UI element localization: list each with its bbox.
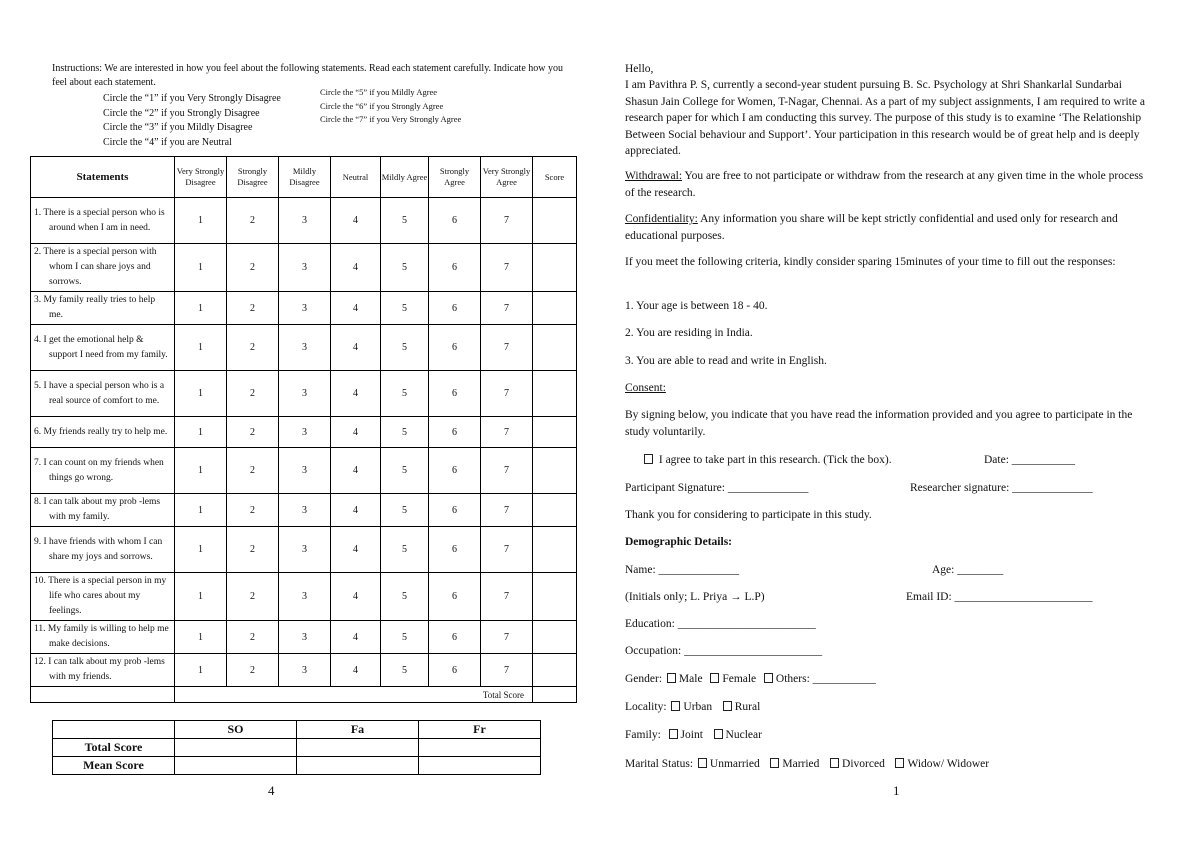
- header-score: Score: [533, 157, 577, 198]
- marital-divorced-checkbox[interactable]: [830, 758, 839, 768]
- scale-option-7[interactable]: 7: [481, 494, 533, 527]
- date-field[interactable]: Date: ___________: [984, 454, 1076, 466]
- scale-option-6[interactable]: 6: [429, 371, 481, 417]
- scale-option-6[interactable]: 6: [429, 527, 481, 573]
- gender-row: [625, 671, 876, 688]
- summary-total-fr-cell[interactable]: [419, 739, 541, 757]
- scale-option-3[interactable]: 3: [279, 198, 331, 244]
- scale-option-3[interactable]: 3: [279, 573, 331, 621]
- score-cell[interactable]: [533, 292, 577, 325]
- table-row: [31, 654, 577, 687]
- scale-option-5[interactable]: 5: [381, 448, 429, 494]
- scale-option-1[interactable]: 1: [175, 494, 227, 527]
- score-cell[interactable]: [533, 448, 577, 494]
- scale-option-3[interactable]: 3: [279, 417, 331, 448]
- score-cell[interactable]: [533, 494, 577, 527]
- scale-option-6[interactable]: 6: [429, 198, 481, 244]
- marital-unmarried-checkbox[interactable]: [698, 758, 707, 768]
- header-very-strongly-agree: Very Strongly Agree: [481, 157, 533, 198]
- summary-total-label: Total Score: [53, 739, 175, 757]
- locality-row: [625, 699, 760, 716]
- score-cell[interactable]: [533, 527, 577, 573]
- statement-text: 11. My family is willing to help me make decisions.: [31, 621, 175, 654]
- statement-text: 10. There is a special person in my life who cares about my feelings.: [31, 573, 175, 621]
- scale-option-3[interactable]: 3: [279, 654, 331, 687]
- circle-instruction-1: Circle the “1” if you Very Strongly Disagree: [103, 93, 281, 104]
- family-label: Family:: [625, 729, 661, 741]
- table-row: [31, 292, 577, 325]
- thanks-text: Thank you for considering to participate in this study.: [625, 509, 872, 521]
- scale-option-1[interactable]: 1: [175, 621, 227, 654]
- statement-text: 12. I can talk about my prob -lems with my friends.: [31, 654, 175, 687]
- table-row: [31, 371, 577, 417]
- statement-text: 8. I can talk about my prob -lems with my family.: [31, 494, 175, 527]
- scale-option-1[interactable]: 1: [175, 448, 227, 494]
- scale-option-5[interactable]: 5: [381, 371, 429, 417]
- scale-option-1[interactable]: 1: [175, 244, 227, 292]
- score-cell[interactable]: [533, 573, 577, 621]
- score-cell[interactable]: [533, 417, 577, 448]
- scale-option-2[interactable]: 2: [227, 527, 279, 573]
- scale-option-1[interactable]: 1: [175, 325, 227, 371]
- scale-option-7[interactable]: 7: [481, 573, 533, 621]
- scale-option-4[interactable]: 4: [331, 494, 381, 527]
- page-number-right: 1: [893, 783, 900, 798]
- summary-mean-so-cell[interactable]: [175, 757, 297, 775]
- scale-option-1[interactable]: 1: [175, 198, 227, 244]
- support-scale-table: [30, 156, 577, 703]
- marital-married-checkbox[interactable]: [770, 758, 779, 768]
- agree-text: I agree to take part in this research. (Tick the box).: [658, 454, 892, 466]
- circle-instruction-7: Circle the “7” if you Very Strongly Agree: [320, 114, 462, 124]
- scale-option-5[interactable]: 5: [381, 244, 429, 292]
- scale-option-3[interactable]: 3: [279, 325, 331, 371]
- education-field[interactable]: Education: ________________________: [625, 618, 816, 630]
- statement-text: 1. There is a special person who is around when I am in need.: [31, 198, 175, 244]
- scale-option-6[interactable]: 6: [429, 244, 481, 292]
- scale-option-4[interactable]: 4: [331, 417, 381, 448]
- criteria-item-3: 3. You are able to read and write in English.: [625, 355, 827, 367]
- withdrawal-paragraph: [625, 168, 1153, 201]
- statement-text: 7. I can count on my friends when things go wrong.: [31, 448, 175, 494]
- family-nuclear-label: Nuclear: [725, 729, 762, 741]
- summary-total-row: [53, 739, 541, 757]
- confidentiality-label: Confidentiality:: [625, 213, 698, 225]
- marital-divorced-label: Divorced: [842, 758, 885, 770]
- confidentiality-paragraph: [625, 211, 1153, 244]
- intro-paragraph: I am Pavithra P. S, currently a second-year student pursuing B. Sc. Psychology at Shri Shankarlal Sundarbai Shasun Jain College for Women, T-Nagar, Chennai. As a part of my subject assignments, I am required to write a research paper for which I am conducting this survey. The purpose of this study is to examine ‘The Relationship Between Social behaviour and Support’. Your participation in this research would be of great help and is deeply appreciated.: [625, 79, 1145, 157]
- statement-text: 6. My friends really try to help me.: [31, 417, 175, 448]
- table-row: [31, 494, 577, 527]
- scale-option-7[interactable]: 7: [481, 448, 533, 494]
- scale-option-2[interactable]: 2: [227, 325, 279, 371]
- initials-note: (Initials only; L. Priya → L.P): [625, 591, 765, 603]
- scale-option-4[interactable]: 4: [331, 325, 381, 371]
- table-row: [31, 573, 577, 621]
- scale-option-3[interactable]: 3: [279, 527, 331, 573]
- scale-option-6[interactable]: 6: [429, 417, 481, 448]
- summary-score-table: [52, 720, 541, 775]
- scale-option-2[interactable]: 2: [227, 292, 279, 325]
- researcher-signature-field[interactable]: Researcher signature: ______________: [910, 482, 1093, 494]
- table-row: [31, 527, 577, 573]
- total-score-row: [31, 687, 577, 703]
- scale-option-5[interactable]: 5: [381, 654, 429, 687]
- scale-option-4[interactable]: 4: [331, 654, 381, 687]
- scale-option-3[interactable]: 3: [279, 371, 331, 417]
- criteria-item-1: 1. Your age is between 18 - 40.: [625, 300, 768, 312]
- marital-married-label: Married: [782, 758, 820, 770]
- scale-option-7[interactable]: 7: [481, 244, 533, 292]
- summary-col-fr: Fr: [419, 721, 541, 739]
- summary-mean-label: Mean Score: [53, 757, 175, 775]
- locality-rural-checkbox[interactable]: [723, 701, 732, 711]
- agree-row: [642, 452, 892, 469]
- locality-urban-label: Urban: [683, 701, 713, 713]
- scale-option-7[interactable]: 7: [481, 198, 533, 244]
- circle-instruction-4: Circle the “4” if you are Neutral: [103, 136, 232, 148]
- scale-option-2[interactable]: 2: [227, 621, 279, 654]
- scale-option-6[interactable]: 6: [429, 448, 481, 494]
- summary-mean-row: [53, 757, 541, 775]
- scale-option-5[interactable]: 5: [381, 573, 429, 621]
- table-header-row: [31, 157, 577, 198]
- table-row: [31, 448, 577, 494]
- locality-rural-label: Rural: [734, 701, 761, 713]
- scale-option-7[interactable]: 7: [481, 325, 533, 371]
- agree-checkbox[interactable]: [644, 454, 653, 464]
- scale-option-4[interactable]: 4: [331, 448, 381, 494]
- scale-option-6[interactable]: 6: [429, 325, 481, 371]
- scale-option-2[interactable]: 2: [227, 244, 279, 292]
- score-cell[interactable]: [533, 198, 577, 244]
- scale-option-5[interactable]: 5: [381, 527, 429, 573]
- scale-option-7[interactable]: 7: [481, 621, 533, 654]
- total-score-label: Total Score: [175, 687, 533, 703]
- scale-option-3[interactable]: 3: [279, 621, 331, 654]
- name-field[interactable]: Name: ______________: [625, 564, 740, 576]
- scale-option-4[interactable]: 4: [331, 573, 381, 621]
- scale-option-7[interactable]: 7: [481, 417, 533, 448]
- marital-label: Marital Status:: [625, 758, 694, 770]
- scale-option-2[interactable]: 2: [227, 573, 279, 621]
- table-row: [31, 621, 577, 654]
- summary-col-so: SO: [175, 721, 297, 739]
- locality-label: Locality:: [625, 701, 667, 713]
- scale-option-3[interactable]: 3: [279, 244, 331, 292]
- scale-option-2[interactable]: 2: [227, 371, 279, 417]
- scale-option-5[interactable]: 5: [381, 325, 429, 371]
- header-neutral: Neutral: [331, 157, 381, 198]
- table-row: [31, 244, 577, 292]
- scale-option-5[interactable]: 5: [381, 494, 429, 527]
- scale-option-6[interactable]: 6: [429, 654, 481, 687]
- scale-option-4[interactable]: 4: [331, 244, 381, 292]
- scale-option-5[interactable]: 5: [381, 198, 429, 244]
- gender-label: Gender:: [625, 673, 663, 685]
- family-nuclear-checkbox[interactable]: [714, 729, 723, 739]
- summary-corner: [53, 721, 175, 739]
- table-row: [31, 198, 577, 244]
- scale-option-1[interactable]: 1: [175, 292, 227, 325]
- gender-others-label: Others: ___________: [775, 673, 876, 685]
- summary-header-row: [53, 721, 541, 739]
- instructions-text: Instructions: We are interested in how you feel about the following statements. Read each statement carefully. Indicate how you feel about each statement.: [52, 63, 563, 88]
- scale-option-6[interactable]: 6: [429, 292, 481, 325]
- family-joint-checkbox[interactable]: [669, 729, 678, 739]
- total-score-cell[interactable]: [533, 687, 577, 703]
- scale-option-3[interactable]: 3: [279, 448, 331, 494]
- score-cell[interactable]: [533, 621, 577, 654]
- family-joint-label: Joint: [680, 729, 703, 741]
- statement-text: 9. I have friends with whom I can share my joys and sorrows.: [31, 527, 175, 573]
- marital-unmarried-label: Unmarried: [709, 758, 760, 770]
- total-row-blank: [31, 687, 175, 703]
- scale-option-2[interactable]: 2: [227, 654, 279, 687]
- circle-instruction-5: Circle the “5” if you Mildly Agree: [320, 87, 438, 97]
- statement-text: 4. I get the emotional help & support I need from my family.: [31, 325, 175, 371]
- scale-option-4[interactable]: 4: [331, 621, 381, 654]
- gender-male-label: Male: [678, 673, 703, 685]
- summary-total-fa-cell[interactable]: [297, 739, 419, 757]
- gender-female-checkbox[interactable]: [710, 673, 719, 683]
- consent-paragraph: By signing below, you indicate that you have read the information provided and you agree to participate in the study voluntarily.: [625, 409, 1133, 438]
- gender-male-checkbox[interactable]: [667, 673, 676, 683]
- demographic-title: Demographic Details:: [625, 536, 732, 548]
- withdrawal-text: You are free to not participate or withdraw from the research at any given time in the whole process of the research.: [625, 170, 1144, 199]
- email-field[interactable]: Email ID: ________________________: [906, 591, 1093, 603]
- scale-option-5[interactable]: 5: [381, 292, 429, 325]
- scale-option-7[interactable]: 7: [481, 654, 533, 687]
- score-cell[interactable]: [533, 325, 577, 371]
- header-very-strongly-disagree: Very Strongly Disagree: [175, 157, 227, 198]
- marital-row: [625, 756, 989, 773]
- circle-instruction-2: Circle the “2” if you Strongly Disagree: [103, 107, 260, 119]
- gender-others-checkbox[interactable]: [764, 673, 773, 683]
- scale-option-2[interactable]: 2: [227, 448, 279, 494]
- scale-option-4[interactable]: 4: [331, 371, 381, 417]
- age-field[interactable]: Age: ________: [932, 564, 1004, 576]
- greeting: Hello,: [625, 63, 654, 75]
- scale-option-2[interactable]: 2: [227, 417, 279, 448]
- scale-option-5[interactable]: 5: [381, 417, 429, 448]
- table-row: [31, 417, 577, 448]
- score-cell[interactable]: [533, 244, 577, 292]
- participant-signature-field[interactable]: Participant Signature: ______________: [625, 482, 809, 494]
- scale-option-5[interactable]: 5: [381, 621, 429, 654]
- circle-instruction-6: Circle the “6” if you Strongly Agree: [320, 100, 444, 111]
- consent-label: Consent:: [625, 382, 666, 394]
- confidentiality-text: Any information you share will be kept strictly confidential and used only for research and educational purposes.: [625, 213, 1118, 242]
- scale-option-3[interactable]: 3: [279, 494, 331, 527]
- table-row: [31, 325, 577, 371]
- criteria-item-2: 2. You are residing in India.: [625, 327, 753, 339]
- locality-urban-checkbox[interactable]: [671, 701, 680, 711]
- statement-text: 3. My family really tries to help me.: [31, 292, 175, 325]
- header-statements: Statements: [31, 157, 175, 198]
- scale-option-7[interactable]: 7: [481, 292, 533, 325]
- scale-option-2[interactable]: 2: [227, 494, 279, 527]
- page-number-left: 4: [268, 783, 275, 798]
- header-mildly-agree: Mildly Agree: [381, 157, 429, 198]
- criteria-intro: If you meet the following criteria, kindly consider sparing 15minutes of your time to fill out the responses:: [625, 256, 1116, 268]
- statement-text: 5. I have a special person who is a real source of comfort to me.: [31, 371, 175, 417]
- circle-instruction-3: Circle the “3” if you Mildly Disagree: [103, 122, 253, 133]
- header-strongly-agree: Strongly Agree: [429, 157, 481, 198]
- header-strongly-disagree: Strongly Disagree: [227, 157, 279, 198]
- summary-col-fa: Fa: [297, 721, 419, 739]
- occupation-field[interactable]: Occupation: ________________________: [625, 645, 823, 657]
- marital-widow-checkbox[interactable]: [895, 758, 904, 768]
- scale-option-4[interactable]: 4: [331, 198, 381, 244]
- scale-option-1[interactable]: 1: [175, 573, 227, 621]
- score-cell[interactable]: [533, 654, 577, 687]
- marital-widow-label: Widow/ Widower: [907, 758, 990, 770]
- scale-option-6[interactable]: 6: [429, 621, 481, 654]
- scale-option-3[interactable]: 3: [279, 292, 331, 325]
- scale-option-2[interactable]: 2: [227, 198, 279, 244]
- summary-total-so-cell[interactable]: [175, 739, 297, 757]
- scale-option-1[interactable]: 1: [175, 527, 227, 573]
- summary-mean-fr-cell[interactable]: [419, 757, 541, 775]
- summary-mean-fa-cell[interactable]: [297, 757, 419, 775]
- scale-option-4[interactable]: 4: [331, 527, 381, 573]
- header-mildly-disagree: Mildly Disagree: [279, 157, 331, 198]
- scale-option-7[interactable]: 7: [481, 527, 533, 573]
- scale-option-1[interactable]: 1: [175, 371, 227, 417]
- score-cell[interactable]: [533, 371, 577, 417]
- scale-option-4[interactable]: 4: [331, 292, 381, 325]
- scale-option-1[interactable]: 1: [175, 654, 227, 687]
- statement-text: 2. There is a special person with whom I can share joys and sorrows.: [31, 244, 175, 292]
- scale-option-1[interactable]: 1: [175, 417, 227, 448]
- scale-option-7[interactable]: 7: [481, 371, 533, 417]
- scale-option-6[interactable]: 6: [429, 573, 481, 621]
- scale-option-6[interactable]: 6: [429, 494, 481, 527]
- withdrawal-label: Withdrawal:: [625, 170, 683, 182]
- family-row: [625, 727, 762, 744]
- gender-female-label: Female: [722, 673, 757, 685]
